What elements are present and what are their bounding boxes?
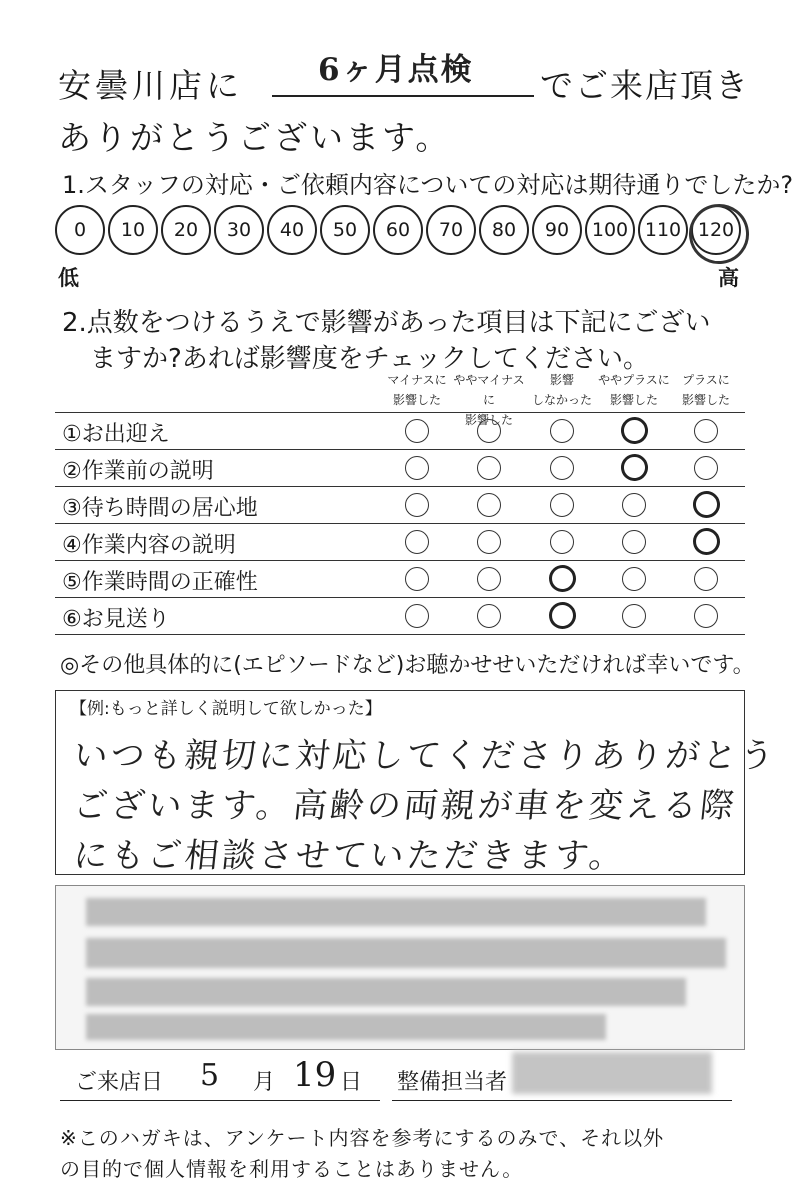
q2-question-line1: 2.点数をつけるうえで影響があった項目は下記にござい — [62, 308, 711, 338]
header-filled-value[interactable]: 6ヶ月点検 — [318, 52, 474, 88]
column-header-line: しなかった — [531, 393, 592, 407]
radio-row2-col2[interactable] — [477, 456, 501, 480]
radio-row6-col4[interactable] — [622, 604, 646, 628]
handwritten-line-1: いつも親切に対応してくださりありがとう — [71, 736, 779, 776]
row-divider — [55, 523, 745, 524]
row-label: ②作業前の説明 — [62, 459, 214, 484]
radio-row5-col4[interactable] — [622, 567, 646, 591]
q1-rating-scale — [55, 205, 745, 257]
radio-row5-col3[interactable] — [546, 563, 577, 594]
handwritten-line-3: にもご相談させていただきます。 — [71, 836, 629, 876]
column-header-1 — [377, 370, 457, 410]
rating-option-90[interactable]: 90 — [532, 205, 582, 255]
comments-prompt: ◎その他具体的に(エピソードなど)お聴かせせいただければ幸いです。 — [60, 653, 755, 678]
row-divider — [55, 560, 745, 561]
radio-row6-col3[interactable] — [546, 600, 577, 631]
staff-label: 整備担当者 — [397, 1070, 508, 1095]
radio-row2-col4[interactable] — [618, 452, 649, 483]
column-header-line: ややマイナスに — [453, 373, 525, 407]
radio-row6-col1[interactable] — [405, 604, 429, 628]
radio-row5-col5[interactable] — [694, 567, 718, 591]
rating-option-60[interactable]: 60 — [373, 205, 423, 255]
radio-row4-col2[interactable] — [477, 530, 501, 554]
privacy-note-line2: の目的で個人情報を利用することはありません。 — [60, 1157, 524, 1181]
header-thanks: ありがとうございます。 — [58, 118, 452, 157]
radio-row4-col1[interactable] — [405, 530, 429, 554]
scale-high-label: 高 — [718, 266, 739, 290]
header-blank-line — [272, 95, 534, 97]
redacted-staff-name — [512, 1052, 712, 1094]
staff-underline — [392, 1100, 732, 1101]
rating-option-110[interactable]: 110 — [638, 205, 688, 255]
visit-date-label: ご来店日 — [75, 1070, 164, 1095]
privacy-note-line1: ※このハガキは、アンケート内容を参考にするのみで、それ以外 — [60, 1126, 665, 1150]
radio-row3-col5[interactable] — [690, 489, 721, 520]
visit-month-value[interactable]: 5 — [200, 1058, 220, 1093]
radio-row6-col2[interactable] — [477, 604, 501, 628]
row-label: ①お出迎え — [62, 422, 170, 447]
column-header-5 — [666, 370, 746, 410]
radio-row1-col1[interactable] — [405, 419, 429, 443]
radio-row1-col5[interactable] — [694, 419, 718, 443]
rating-option-50[interactable]: 50 — [320, 205, 370, 255]
row-label: ④作業内容の説明 — [62, 533, 236, 558]
day-label: 日 — [340, 1070, 363, 1095]
row-divider — [55, 449, 745, 450]
row-label: ⑤作業時間の正確性 — [62, 570, 258, 595]
radio-row4-col5[interactable] — [690, 526, 721, 557]
q1-question: 1.スタッフの対応・ご依頼内容についての対応は期待通りでしたか? — [62, 171, 794, 199]
column-header-line: 影響した — [464, 413, 513, 427]
header-suffix: でご来店頂き — [540, 66, 750, 105]
column-header-line: 影響した — [392, 393, 441, 407]
radio-row2-col5[interactable] — [694, 456, 718, 480]
redacted-personal-info — [55, 885, 745, 1050]
column-header-line: マイナスに — [387, 373, 447, 387]
column-header-line: 影響した — [609, 393, 658, 407]
radio-row1-col3[interactable] — [550, 419, 574, 443]
rating-option-0[interactable]: 0 — [55, 205, 105, 255]
radio-row4-col3[interactable] — [550, 530, 574, 554]
radio-row6-col5[interactable] — [694, 604, 718, 628]
visit-date-underline — [60, 1100, 380, 1101]
month-label: 月 — [253, 1070, 276, 1095]
handwritten-line-2: ございます。高齢の両親が車を変える際 — [71, 786, 740, 826]
column-header-3 — [522, 370, 602, 410]
rating-option-40[interactable]: 40 — [267, 205, 317, 255]
rating-option-30[interactable]: 30 — [214, 205, 264, 255]
radio-row1-col2[interactable] — [477, 419, 501, 443]
scale-low-label: 低 — [58, 266, 79, 290]
radio-row1-col4[interactable] — [618, 415, 649, 446]
column-header-line: 影響 — [549, 373, 574, 387]
radio-row3-col2[interactable] — [477, 493, 501, 517]
rating-option-10[interactable]: 10 — [108, 205, 158, 255]
radio-row3-col3[interactable] — [550, 493, 574, 517]
column-header-line: プラスに — [682, 373, 730, 387]
row-divider — [55, 486, 745, 487]
radio-row3-col4[interactable] — [622, 493, 646, 517]
radio-row2-col3[interactable] — [550, 456, 574, 480]
column-header-line: ややプラスに — [598, 373, 670, 387]
header-prefix: 安曇川店に — [58, 66, 243, 105]
radio-row3-col1[interactable] — [405, 493, 429, 517]
comments-example: 【例:もっと詳しく説明して欲しかった】 — [70, 699, 382, 719]
rating-option-70[interactable]: 70 — [426, 205, 476, 255]
rating-option-100[interactable]: 100 — [585, 205, 635, 255]
rating-option-80[interactable]: 80 — [479, 205, 529, 255]
row-label: ③待ち時間の居心地 — [62, 496, 258, 521]
rating-option-20[interactable]: 20 — [161, 205, 211, 255]
radio-row2-col1[interactable] — [405, 456, 429, 480]
visit-day-value[interactable]: 19 — [293, 1055, 337, 1095]
row-divider — [55, 412, 745, 413]
row-divider — [55, 597, 745, 598]
q2-question-line2: ますか?あれば影響度をチェックしてください。 — [90, 344, 650, 374]
row-label: ⑥お見送り — [62, 607, 170, 632]
radio-row5-col2[interactable] — [477, 567, 501, 591]
radio-row5-col1[interactable] — [405, 567, 429, 591]
column-header-4 — [594, 370, 674, 410]
radio-row4-col4[interactable] — [622, 530, 646, 554]
row-divider — [55, 634, 745, 635]
rating-option-120[interactable]: 120 — [691, 205, 741, 255]
column-header-line: 影響した — [681, 393, 730, 407]
